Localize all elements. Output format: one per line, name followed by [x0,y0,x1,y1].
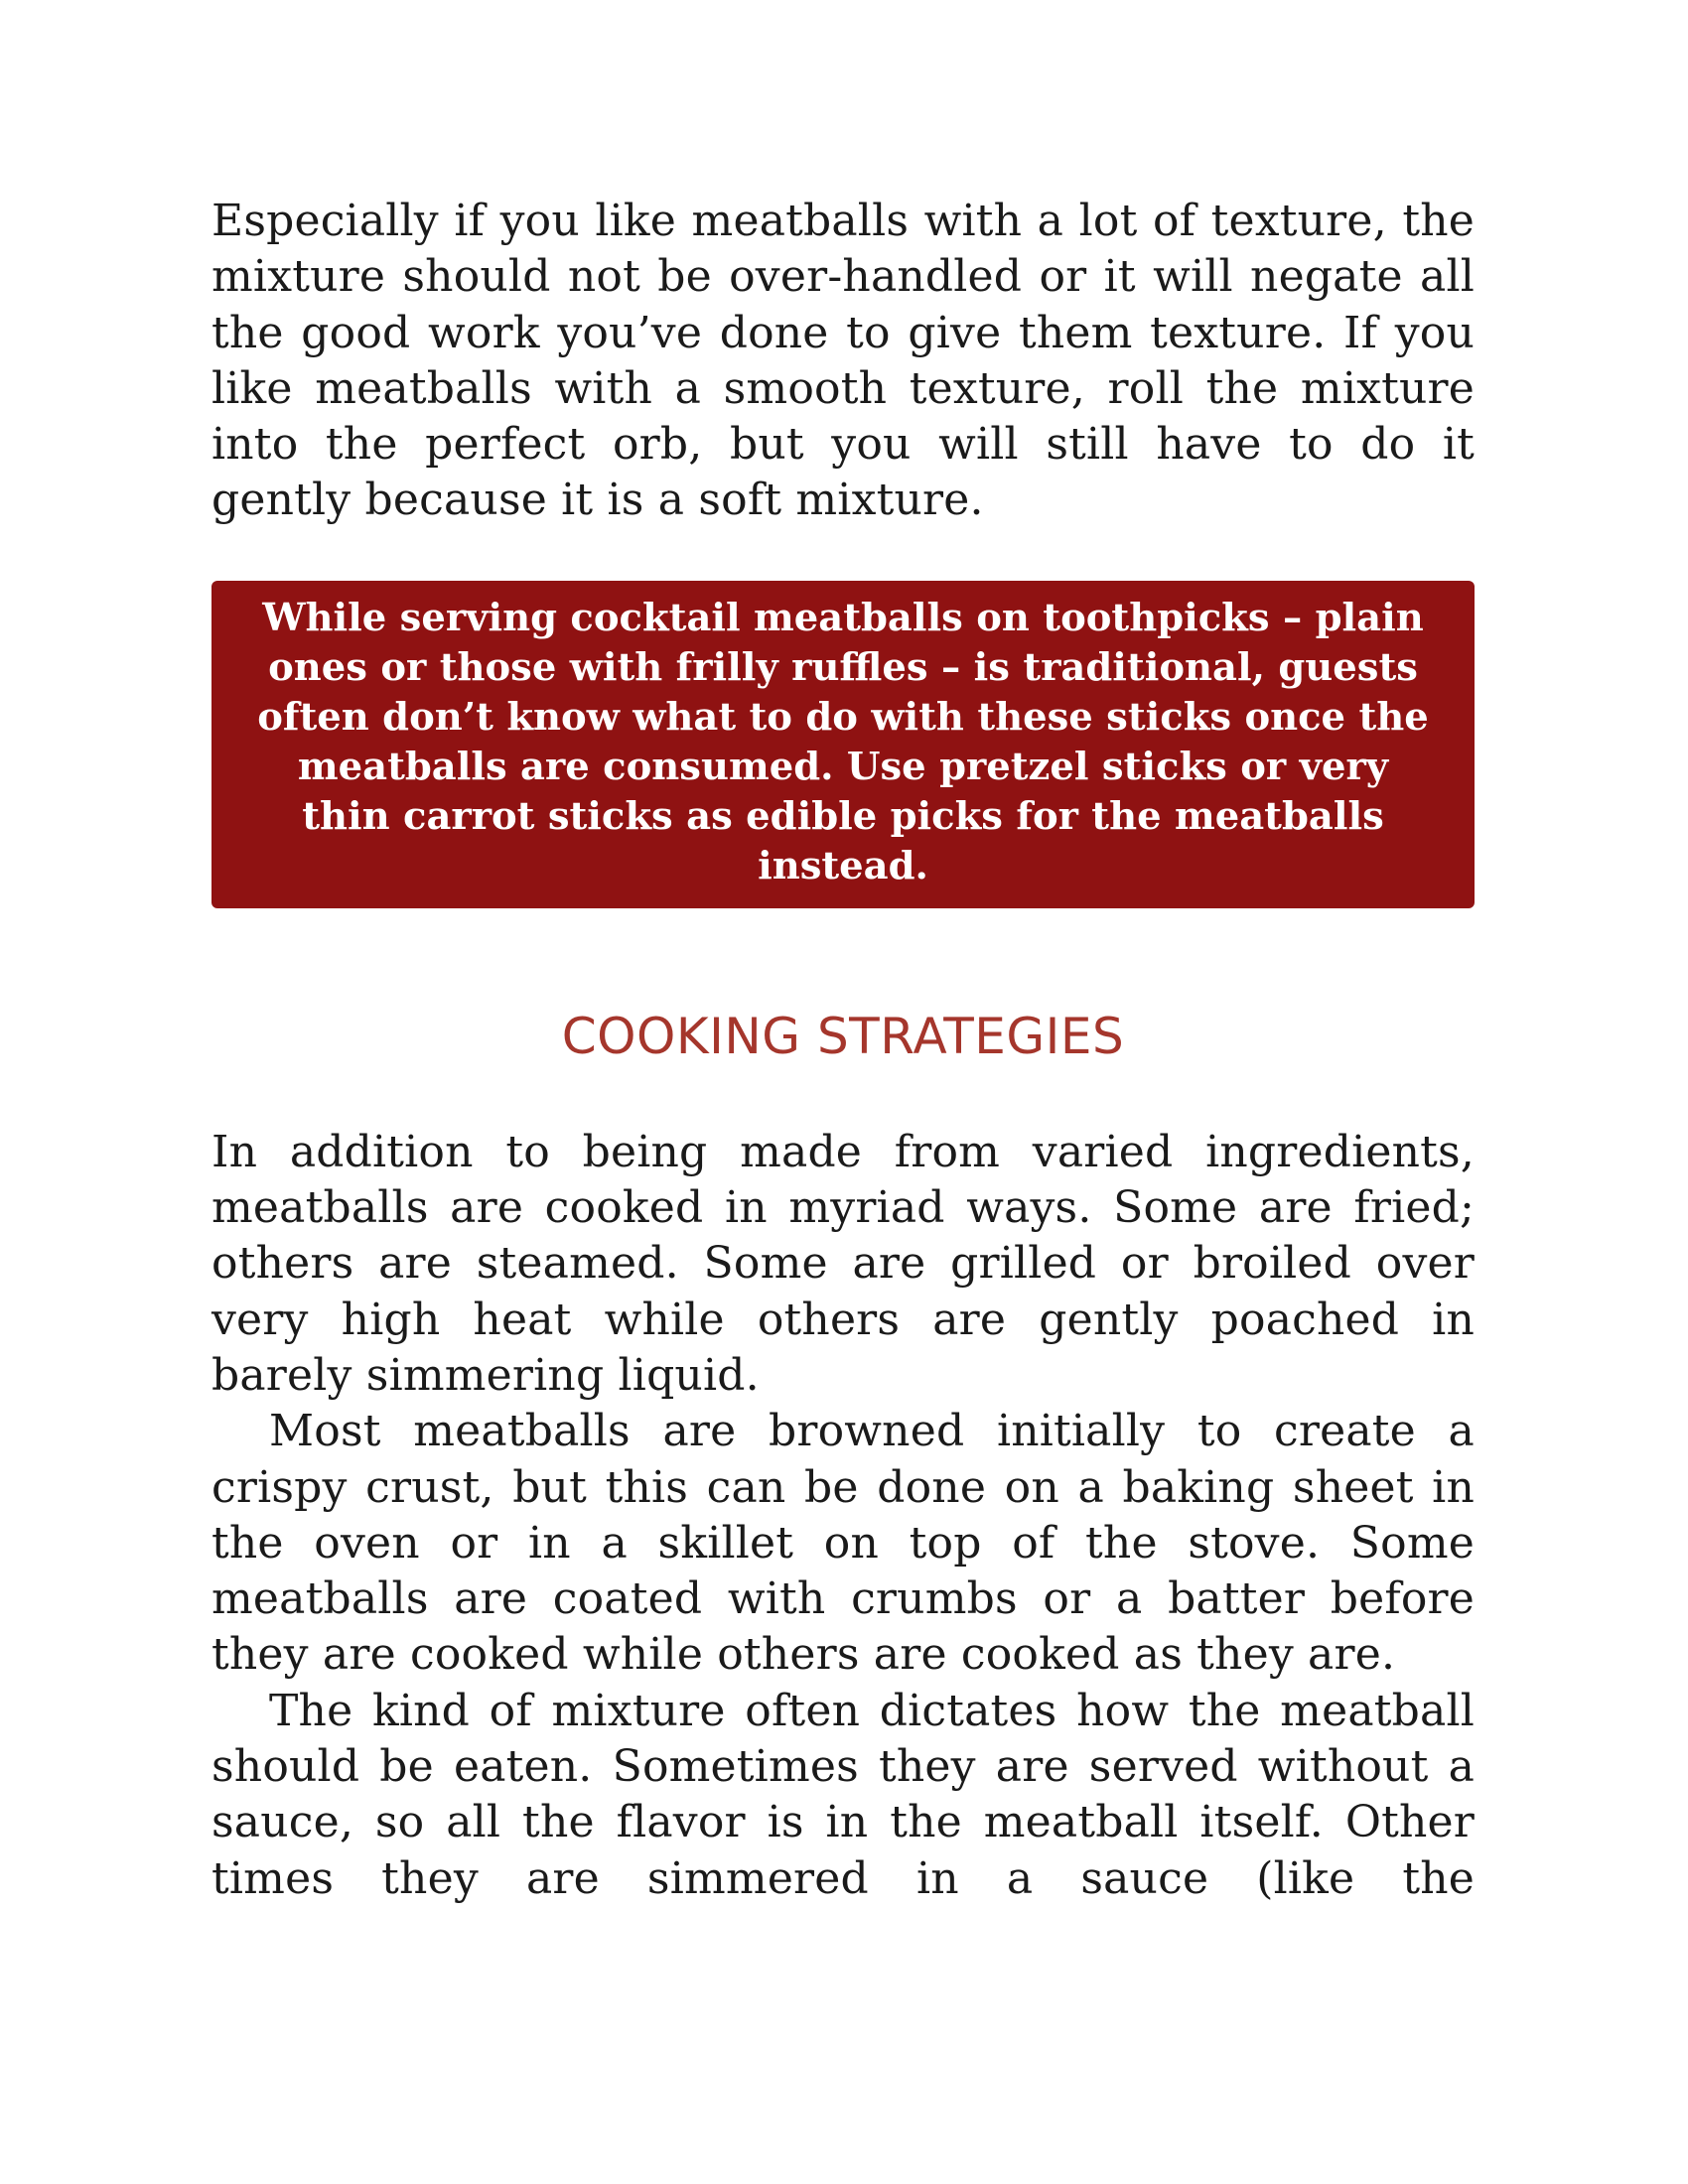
section-heading: COOKING STRATEGIES [561,1007,1125,1065]
section-paragraph-3: The kind of mixture often dictates how the meatball should be eaten. Sometimes they are served without a sauce, so all the flavor is in the meatball itself. Other times they are simmered in a sauce (like the [211,1685,1475,1904]
section-paragraph-1: In addition to being made from varied ingredients, meatballs are cooked in myriad ways. Some are fried; others are steamed. Some are grilled or broiled over very high heat while others are gently poached in barely simmering liquid. [211,1126,1475,1401]
tip-callout-text: While serving cocktail meatballs on toothpicks – plain ones or those with frilly ruffles – is traditional, guests often don’t know what to do with these sticks once the meatballs are consumed. Use pretzel sticks or very thin carrot sticks as edible picks for the meatballs instead. [257,595,1429,888]
page-content [211,194,1475,1907]
tip-callout-box [211,581,1475,908]
intro-paragraph: Especially if you like meatballs with a lot of texture, the mixture should not be over-handled or it will negate all the good work you’ve done to give them texture. If you like meatballs with a smooth texture, roll the mixture into the perfect orb, but you will still have to do it gently because it is a soft mixture. [211,196,1475,526]
section-paragraph-2: Most meatballs are browned initially to create a crispy crust, but this can be done on a baking sheet in the oven or in a skillet on top of the stove. Some meatballs are coated with crumbs or a batter before they are cooked while others are cooked as they are. [211,1406,1475,1681]
